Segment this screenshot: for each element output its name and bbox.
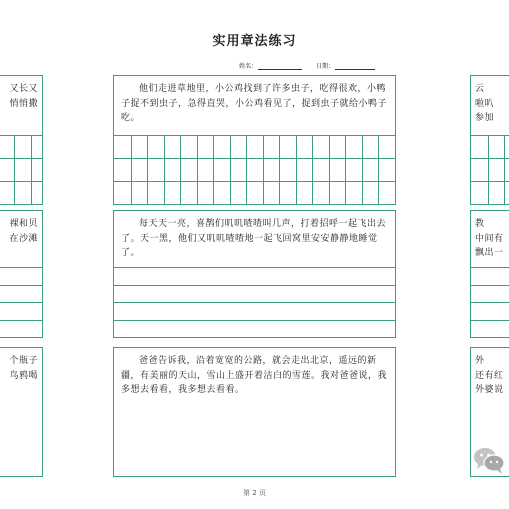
grid-line	[14, 135, 15, 204]
ruled-line	[0, 320, 42, 321]
practice-box-3	[113, 347, 396, 477]
partial-text: 教 中间有 飘出一	[475, 219, 504, 258]
ruled-line	[0, 285, 42, 286]
grid-line	[213, 135, 214, 204]
grid-line	[345, 135, 346, 204]
ruled-line	[114, 285, 395, 286]
grid-line	[31, 135, 32, 204]
grid-line	[329, 135, 330, 204]
ruled-line	[0, 267, 42, 268]
left-partial-box-2	[0, 210, 43, 338]
name-date-line	[0, 61, 509, 73]
grid-line	[114, 135, 395, 136]
grid-line	[114, 181, 395, 182]
model-text: 爸爸告诉我，沿着宽宽的公路，就会走出北京，遥远的新疆，有美丽的天山，雪山上盛开着洁白的雪莲。我对爸爸说，我多想去看看，我多想去看看。	[121, 356, 388, 395]
practice-box-2	[113, 210, 396, 338]
model-text: 他们走进草地里，小公鸡找到了许多虫子，吃得很欢，小鸭子捉不到虫子，急得直哭，小公鸡看见了，捉到虫子就给小鸭子吃。	[121, 84, 388, 123]
ruled-line	[471, 285, 509, 286]
partial-text: 外 还有红 外婆说	[475, 356, 504, 395]
page-title: 实用章法练习	[212, 34, 297, 49]
model-text: 每天天一亮，喜鹊们叽叽喳喳叫几声，打着招呼一起飞出去了。天一黑，他们又叽叽喳喳地一起飞回窝里安安静静地睡觉了。	[121, 219, 387, 258]
partial-text: 又长又 悄悄撒	[9, 84, 38, 109]
grid-line	[0, 135, 42, 136]
ruled-line	[471, 267, 509, 268]
grid-line	[0, 181, 42, 182]
name-underline[interactable]	[258, 69, 302, 70]
grid-line	[378, 135, 379, 204]
page-number: 第 2 页	[243, 489, 266, 497]
grid-line	[0, 158, 42, 159]
ruled-line	[114, 267, 395, 268]
grid-line	[180, 135, 181, 204]
grid-line	[312, 135, 313, 204]
name-label: 姓名：	[239, 63, 258, 70]
ruled-line	[471, 320, 509, 321]
tianzige-grid[interactable]	[0, 135, 42, 204]
lined-rows[interactable]	[0, 267, 42, 337]
grid-line	[131, 135, 132, 204]
partial-text: 裸和贝 在沙滩	[9, 219, 38, 244]
grid-line	[230, 135, 231, 204]
ruled-line	[0, 302, 42, 303]
ruled-line	[114, 302, 395, 303]
grid-line	[296, 135, 297, 204]
date-underline[interactable]	[335, 69, 375, 70]
grid-line	[263, 135, 264, 204]
partial-text: 个瓶子 鸟鸦喝	[9, 356, 38, 381]
ruled-line	[471, 302, 509, 303]
right-partial-box-1	[470, 75, 509, 205]
date-label: 日期：	[316, 63, 335, 70]
grid-line	[488, 135, 489, 204]
grid-line	[164, 135, 165, 204]
lined-rows[interactable]	[471, 267, 509, 337]
grid-line	[504, 135, 505, 204]
grid-line	[279, 135, 280, 204]
left-partial-box-3	[0, 347, 43, 477]
grid-line	[147, 135, 148, 204]
grid-line	[362, 135, 363, 204]
lined-rows[interactable]	[114, 267, 395, 337]
tianzige-grid[interactable]	[114, 135, 395, 204]
left-partial-box-1	[0, 75, 43, 205]
tianzige-grid[interactable]	[471, 135, 509, 204]
grid-line	[197, 135, 198, 204]
ruled-line	[114, 320, 395, 321]
right-partial-box-2	[470, 210, 509, 338]
partial-text: 云 啦叭 参加	[475, 84, 495, 123]
grid-line	[114, 158, 395, 159]
grid-line	[246, 135, 247, 204]
wechat-logo-icon	[472, 443, 506, 477]
practice-box-1	[113, 75, 396, 205]
